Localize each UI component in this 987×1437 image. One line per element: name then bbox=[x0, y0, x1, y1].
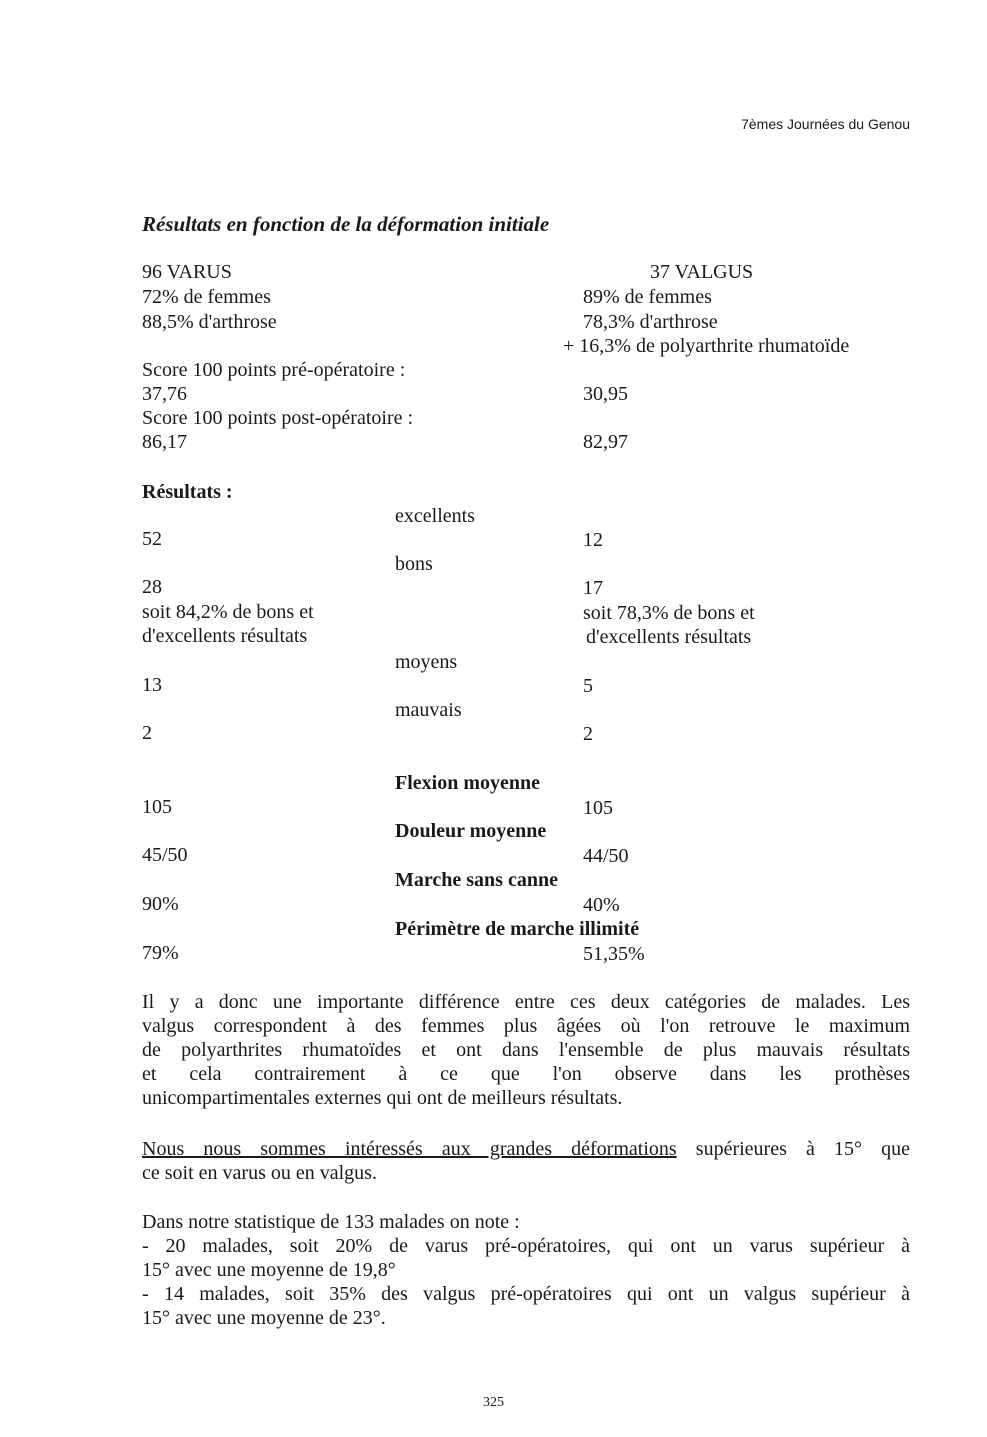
douleur-label: Douleur moyenne bbox=[395, 820, 547, 842]
bons-label: bons bbox=[395, 553, 433, 575]
varus-title: 96 VARUS bbox=[142, 261, 232, 283]
paragraph-line: Dans notre statistique de 133 malades on note : bbox=[142, 1211, 520, 1233]
running-header: 7èmes Journées du Genou bbox=[741, 116, 910, 132]
paragraph-line: 15° avec une moyenne de 23°. bbox=[142, 1307, 386, 1329]
varus-flexion: 105 bbox=[142, 796, 172, 818]
discussion-paragraph bbox=[142, 990, 910, 1110]
varus-perimetre: 79% bbox=[142, 942, 179, 964]
varus-summary-2: d'excellents résultats bbox=[142, 625, 308, 647]
valgus-femmes: 89% de femmes bbox=[583, 286, 712, 308]
valgus-excellents: 12 bbox=[583, 529, 603, 551]
section-title: Résultats en fonction de la déformation initiale bbox=[142, 212, 550, 236]
paragraph-line: - 20 malades, soit 20% de varus pré-opératoires, qui ont un varus supérieur à bbox=[142, 1235, 910, 1257]
varus-mauvais: 2 bbox=[142, 722, 152, 744]
varus-douleur: 45/50 bbox=[142, 844, 188, 866]
paragraph-line-rest: supérieures à 15° que bbox=[676, 1138, 910, 1160]
valgus-summary-2: d'excellents résultats bbox=[586, 626, 752, 648]
valgus-marche: 40% bbox=[583, 894, 620, 916]
deformation-paragraph bbox=[142, 1137, 910, 1185]
perimetre-label: Périmètre de marche illimité bbox=[395, 918, 640, 940]
varus-arthrose: 88,5% d'arthrose bbox=[142, 311, 277, 333]
valgus-title: 37 VALGUS bbox=[650, 261, 754, 283]
valgus-score-pre: 30,95 bbox=[583, 383, 628, 405]
excellents-label: excellents bbox=[395, 505, 475, 527]
varus-marche: 90% bbox=[142, 893, 179, 915]
underlined-phrase: Nous nous sommes intéressés aux grandes déformations bbox=[142, 1138, 677, 1160]
valgus-mauvais: 2 bbox=[583, 723, 593, 745]
valgus-douleur: 44/50 bbox=[583, 845, 629, 867]
varus-score-post: 86,17 bbox=[142, 431, 187, 453]
score-pre-label: Score 100 points pré-opératoire : bbox=[142, 359, 406, 381]
valgus-summary-1: soit 78,3% de bons et bbox=[583, 602, 755, 624]
paragraph-line: unicompartimentales externes qui ont de meilleurs résultats. bbox=[142, 1087, 623, 1109]
mauvais-label: mauvais bbox=[395, 699, 462, 721]
valgus-bons: 17 bbox=[583, 577, 603, 599]
paragraph-line: - 14 malades, soit 35% des valgus pré-opératoires qui ont un valgus supérieur à bbox=[142, 1283, 910, 1305]
marche-label: Marche sans canne bbox=[395, 869, 558, 891]
valgus-perimetre: 51,35% bbox=[583, 943, 645, 965]
varus-excellents: 52 bbox=[142, 528, 162, 550]
score-post-label: Score 100 points post-opératoire : bbox=[142, 407, 414, 429]
paragraph-line: de polyarthrites rhumatoïdes et ont dans l'ensemble de plus mauvais résultats bbox=[142, 1039, 910, 1061]
varus-femmes: 72% de femmes bbox=[142, 286, 271, 308]
flexion-label: Flexion moyenne bbox=[395, 772, 540, 794]
paragraph-line: Il y a donc une importante différence entre ces deux catégories de malades. Les bbox=[142, 991, 910, 1013]
page-number: 325 bbox=[483, 1395, 504, 1410]
valgus-arthrose: 78,3% d'arthrose bbox=[583, 311, 718, 333]
varus-score-pre: 37,76 bbox=[142, 383, 187, 405]
valgus-flexion: 105 bbox=[583, 797, 613, 819]
paragraph-line: et cela contrairement à ce que l'on observe dans les prothèses bbox=[142, 1063, 910, 1085]
varus-summary-1: soit 84,2% de bons et bbox=[142, 601, 314, 623]
moyens-label: moyens bbox=[395, 651, 458, 673]
results-heading: Résultats : bbox=[142, 481, 233, 503]
valgus-moyens: 5 bbox=[583, 675, 593, 697]
statistics-paragraph bbox=[142, 1210, 910, 1330]
paragraph-line: 15° avec une moyenne de 19,8° bbox=[142, 1259, 396, 1281]
valgus-score-post: 82,97 bbox=[583, 431, 628, 453]
varus-bons: 28 bbox=[142, 576, 162, 598]
paragraph-line: ce soit en varus ou en valgus. bbox=[142, 1162, 377, 1184]
paragraph-line: valgus correspondent à des femmes plus âgées où l'on retrouve le maximum bbox=[142, 1015, 910, 1037]
varus-moyens: 13 bbox=[142, 674, 162, 696]
valgus-polyarthrite: + 16,3% de polyarthrite rhumatoïde bbox=[563, 335, 850, 357]
paragraph-line bbox=[142, 1137, 910, 1161]
